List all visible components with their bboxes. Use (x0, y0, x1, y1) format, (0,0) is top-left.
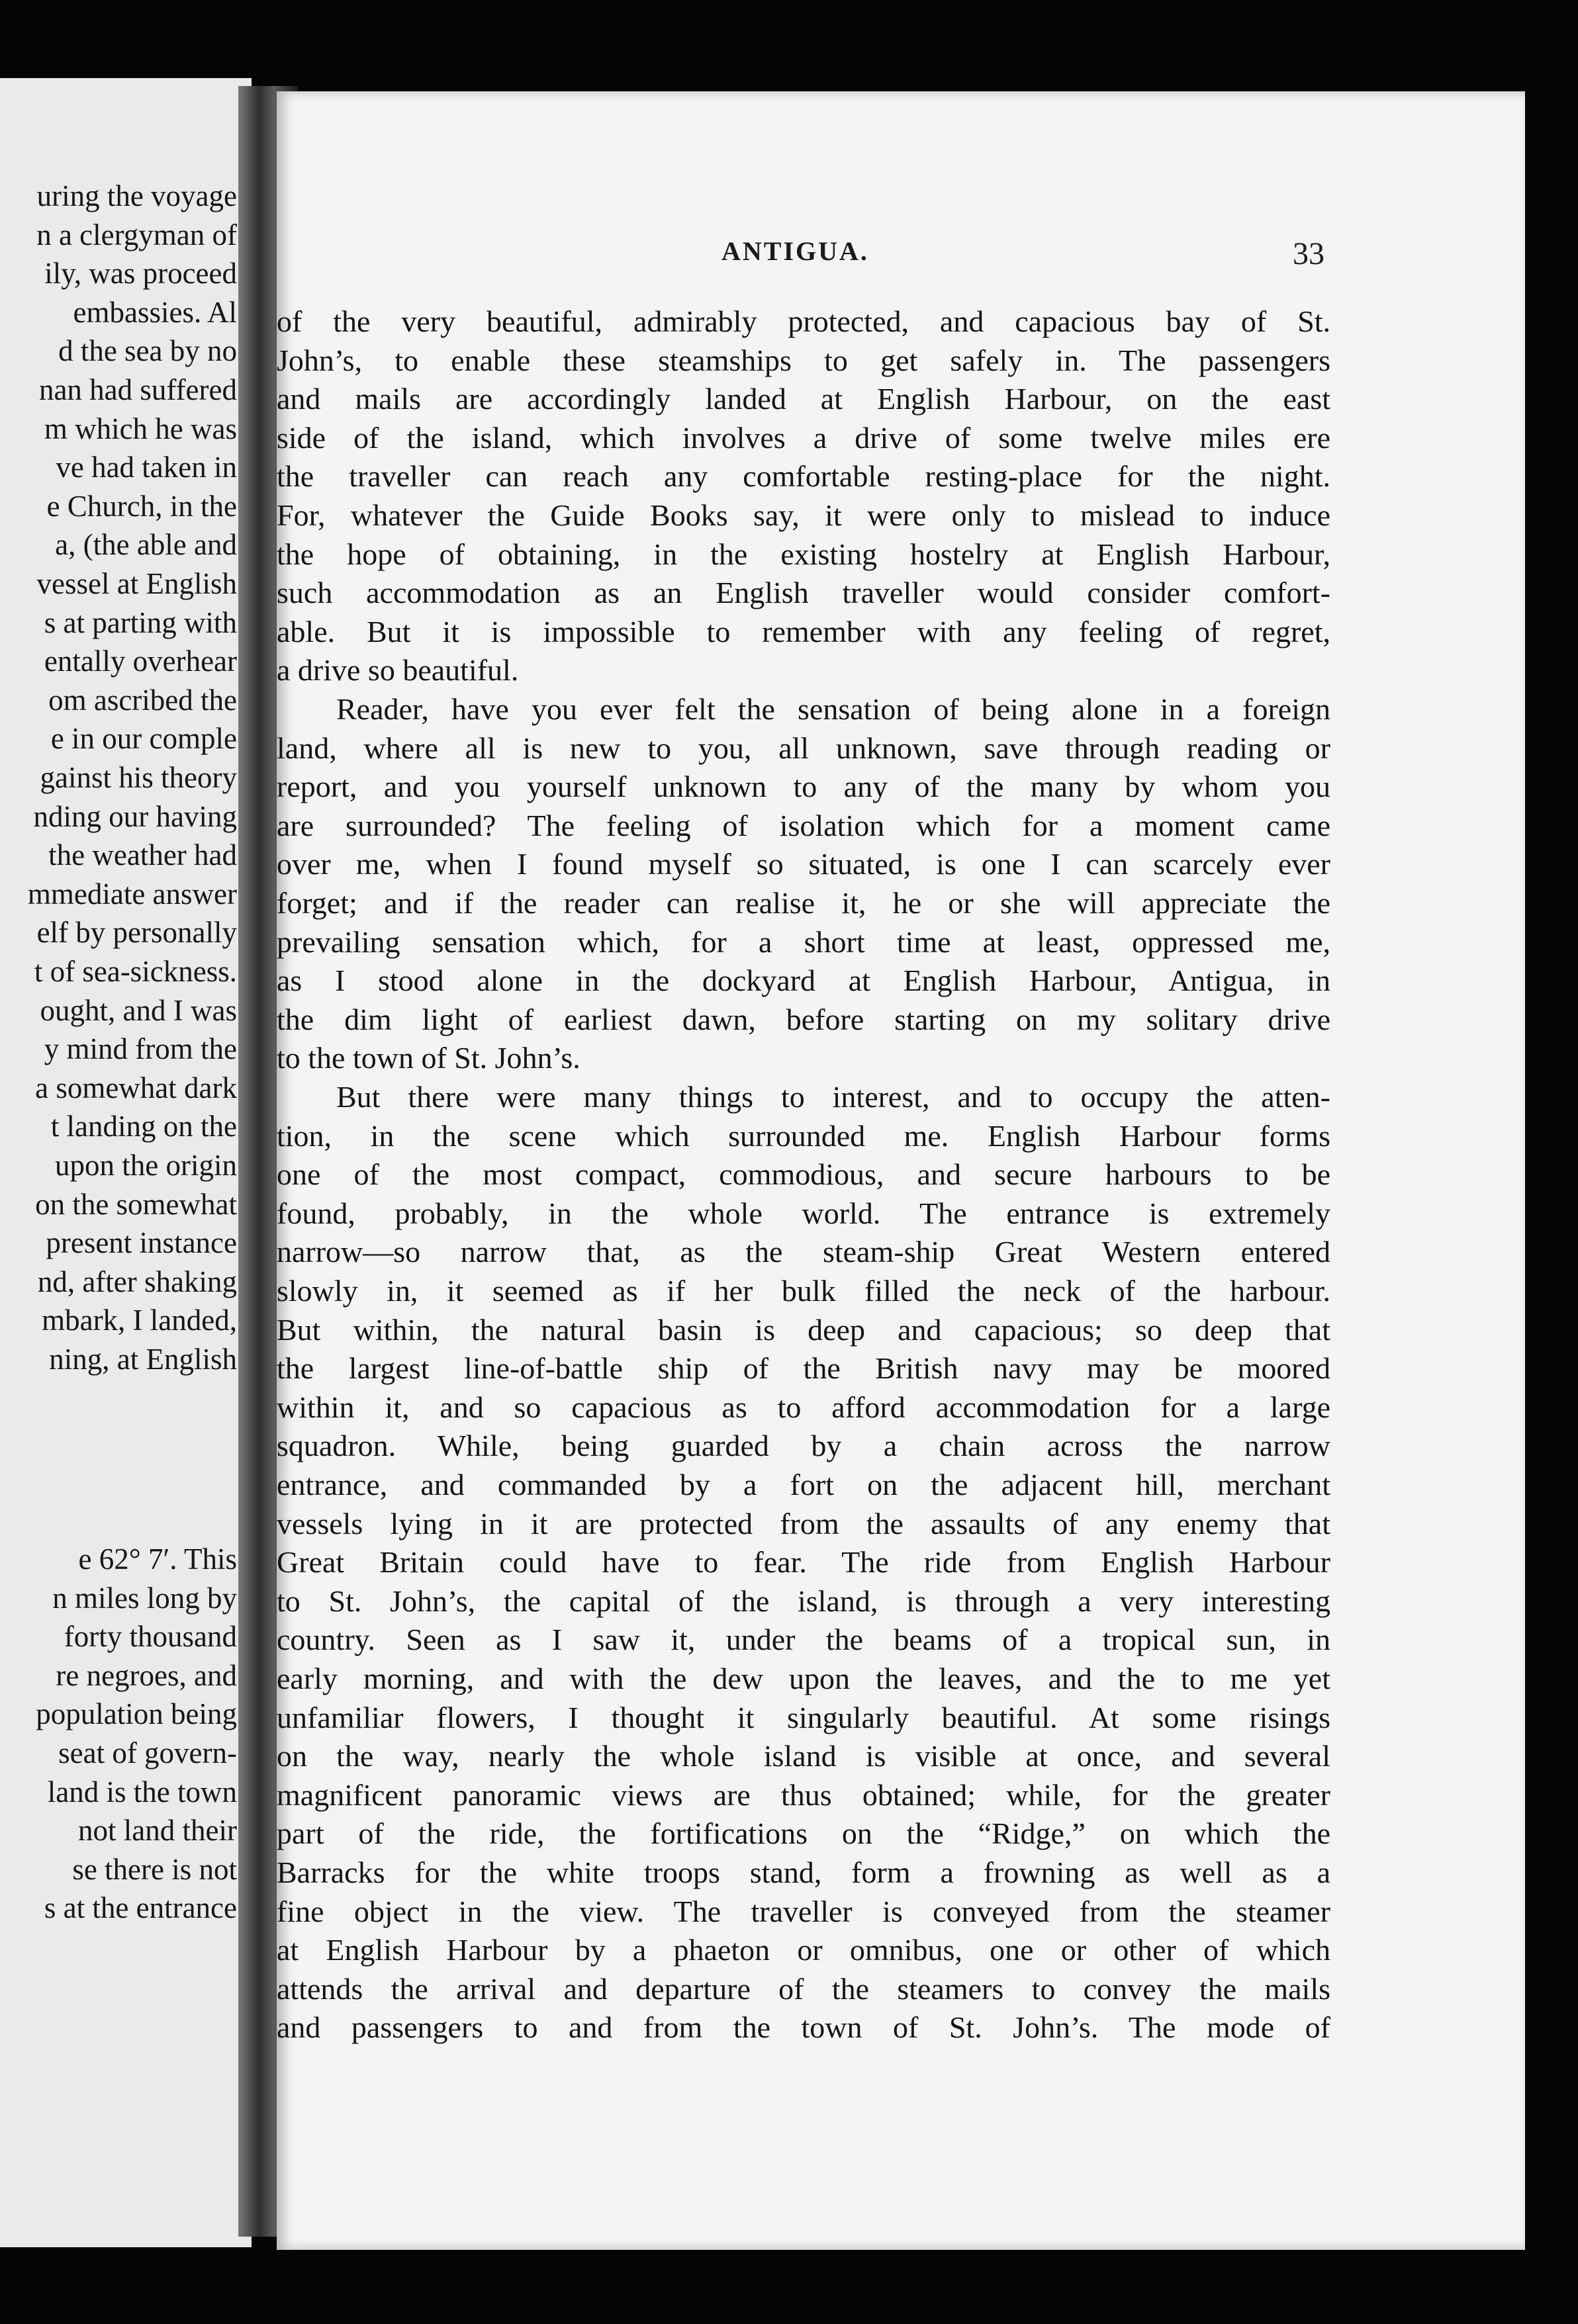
left-page-line: elf by personally (36, 916, 237, 950)
left-page-line: ought, and I was (40, 993, 237, 1027)
text-line: of the very beautiful, admirably protected, and capacious bay of St. (277, 304, 1330, 338)
left-page-line: not land their (78, 1814, 237, 1848)
text-line: tion, in the scene which surrounded me. English Harbour forms (277, 1118, 1330, 1153)
left-page-line: m which he was (44, 412, 237, 445)
text-line: such accommodation as an English traveller would consider comfort- (277, 576, 1330, 610)
text-line: the largest line-of-battle ship of the British navy may be moored (277, 1351, 1330, 1386)
left-page-line: s at parting with (44, 605, 237, 639)
text-line: to St. John’s, the capital of the island, is through a very interesting (277, 1584, 1330, 1618)
text-line: fine object in the view. The traveller is conveyed from the steamer (277, 1894, 1330, 1928)
text-line: the traveller can reach any comfortable resting-place for the night. (277, 459, 1330, 494)
left-page-line: nd, after shaking (37, 1265, 237, 1298)
text-line: report, and you yourself unknown to any of the many by whom you (277, 770, 1330, 804)
left-page-line: e Church, in the (46, 489, 237, 523)
left-page-line: re negroes, and (56, 1658, 237, 1692)
left-page-line: embassies. Al (73, 295, 237, 329)
text-line: prevailing sensation which, for a short time at least, oppressed me, (277, 924, 1330, 959)
left-page-line: land is the town (47, 1775, 237, 1809)
left-page-line: population being (36, 1697, 237, 1731)
text-line: part of the ride, the fortifications on the “Ridge,” on which the (277, 1816, 1330, 1851)
left-page-line: mbark, I landed, (42, 1304, 237, 1337)
text-line: at English Harbour by a phaeton or omnibus, one or other of which (277, 1933, 1330, 1967)
left-page-line: se there is not (72, 1852, 237, 1886)
left-page-line: nding our having (33, 799, 237, 833)
text-line: For, whatever the Guide Books say, it were only to mislead to induce (277, 498, 1330, 532)
text-line: found, probably, in the whole world. The entrance is extremely (277, 1196, 1330, 1230)
text-line: forget; and if the reader can realise it, he or she will appreciate the (277, 886, 1330, 920)
text-line: But there were many things to interest, and to occupy the atten- (336, 1080, 1330, 1114)
text-line: are surrounded? The feeling of isolation which for a moment came (277, 808, 1330, 842)
left-page-line: n a clergyman of (36, 218, 237, 251)
text-line: squadron. While, being guarded by a chain across the narrow (277, 1429, 1330, 1463)
left-page-line: t of sea-sickness. (34, 955, 237, 988)
text-line: a drive so beautiful. (277, 653, 519, 688)
left-page-line: om ascribed the (48, 683, 237, 717)
text-line: as I stood alone in the dockyard at English Harbour, Antigua, in (277, 963, 1330, 998)
left-page-line: forty thousand (64, 1620, 237, 1654)
left-page-line: vessel at English (36, 567, 237, 600)
text-line: But within, the natural basin is deep and capacious; so deep that (277, 1312, 1330, 1347)
text-line: able. But it is impossible to remember with any feeling of regret, (277, 614, 1330, 648)
text-line: early morning, and with the dew upon the leaves, and the to me yet (277, 1662, 1330, 1695)
text-line: attends the arrival and departure of the steamers to convey the mails (277, 1971, 1330, 2006)
text-line: and passengers to and from the town of St. John’s. The mode of (277, 2010, 1330, 2045)
left-page-line: nan had suffered (38, 373, 237, 406)
text-line: side of the island, which involves a drive of some twelve miles ere (277, 420, 1330, 455)
left-page-line: mmediate answer (27, 877, 237, 911)
left-page-line: entally overhear (44, 645, 237, 678)
text-line: vessels lying in it are protected from the assaults of any enemy that (277, 1506, 1330, 1541)
text-line: and mails are accordingly landed at English Harbour, on the east (277, 382, 1330, 416)
section-title: ANTIGUA. (721, 236, 869, 266)
text-line: country. Seen as I saw it, under the beams of a tropical sun, in (277, 1623, 1330, 1657)
text-line: entrance, and commanded by a fort on the adjacent hill, merchant (277, 1468, 1330, 1501)
left-page-line: the weather had (48, 838, 237, 872)
left-page-line: uring the voyage (36, 179, 237, 212)
left-page-line: n miles long by (52, 1581, 237, 1615)
left-page-line: t landing on the (50, 1110, 237, 1143)
text-line: over me, when I found myself so situated, is one I can scarcely ever (277, 847, 1330, 881)
text-line: the dim light of earliest dawn, before starting on my solitary drive (277, 1002, 1330, 1036)
text-line: within it, and so capacious as to afford accommodation for a large (277, 1390, 1330, 1424)
left-page-line: a, (the able and (55, 528, 237, 562)
text-line: John’s, to enable these steamships to get safely in. The passengers (277, 343, 1330, 377)
left-page-line: y mind from the (44, 1032, 237, 1066)
text-line: on the way, nearly the whole island is visible at once, and several (277, 1739, 1330, 1773)
text-line: the hope of obtaining, in the existing hostelry at English Harbour, (277, 537, 1330, 571)
text-line: unfamiliar flowers, I thought it singularly beautiful. At some risings (277, 1700, 1330, 1734)
text-line: Reader, have you ever felt the sensation of being alone in a foreign (336, 692, 1330, 726)
left-page-line: seat of govern- (58, 1736, 237, 1769)
left-page-line: ily, was proceed (44, 257, 237, 290)
text-line: Great Britain could have to fear. The ride from English Harbour (277, 1545, 1330, 1580)
text-line: narrow—so narrow that, as the steam-ship Great Western entered (277, 1235, 1330, 1269)
text-line: one of the most compact, commodious, and secure harbours to be (277, 1157, 1330, 1192)
left-page-line: a somewhat dark (35, 1071, 237, 1104)
right-page (277, 91, 1525, 2250)
left-page (0, 78, 252, 2247)
text-line: slowly in, it seemed as if her bulk filled the neck of the harbour. (277, 1274, 1330, 1308)
left-page-line: ve had taken in (56, 451, 237, 484)
left-page-line: on the somewhat (35, 1187, 237, 1221)
text-line: land, where all is new to you, all unknown, save through reading or (277, 731, 1330, 765)
left-page-line: present instance (46, 1226, 237, 1260)
text-line: magnificent panoramic views are thus obtained; while, for the greater (277, 1777, 1330, 1812)
left-page-line: ning, at English (49, 1343, 237, 1376)
left-page-line: e 62° 7′. This (78, 1542, 237, 1576)
page-number: 33 (1293, 236, 1324, 271)
text-line: to the town of St. John’s. (277, 1041, 580, 1075)
left-page-line: upon the origin (55, 1149, 237, 1182)
left-page-line: gainst his theory (40, 761, 237, 794)
left-page-line: e in our comple (50, 722, 237, 756)
left-page-line: d the sea by no (58, 334, 237, 368)
left-page-line: s at the entrance (44, 1891, 237, 1925)
text-line: Barracks for the white troops stand, form a frowning as well as a (277, 1855, 1330, 1889)
